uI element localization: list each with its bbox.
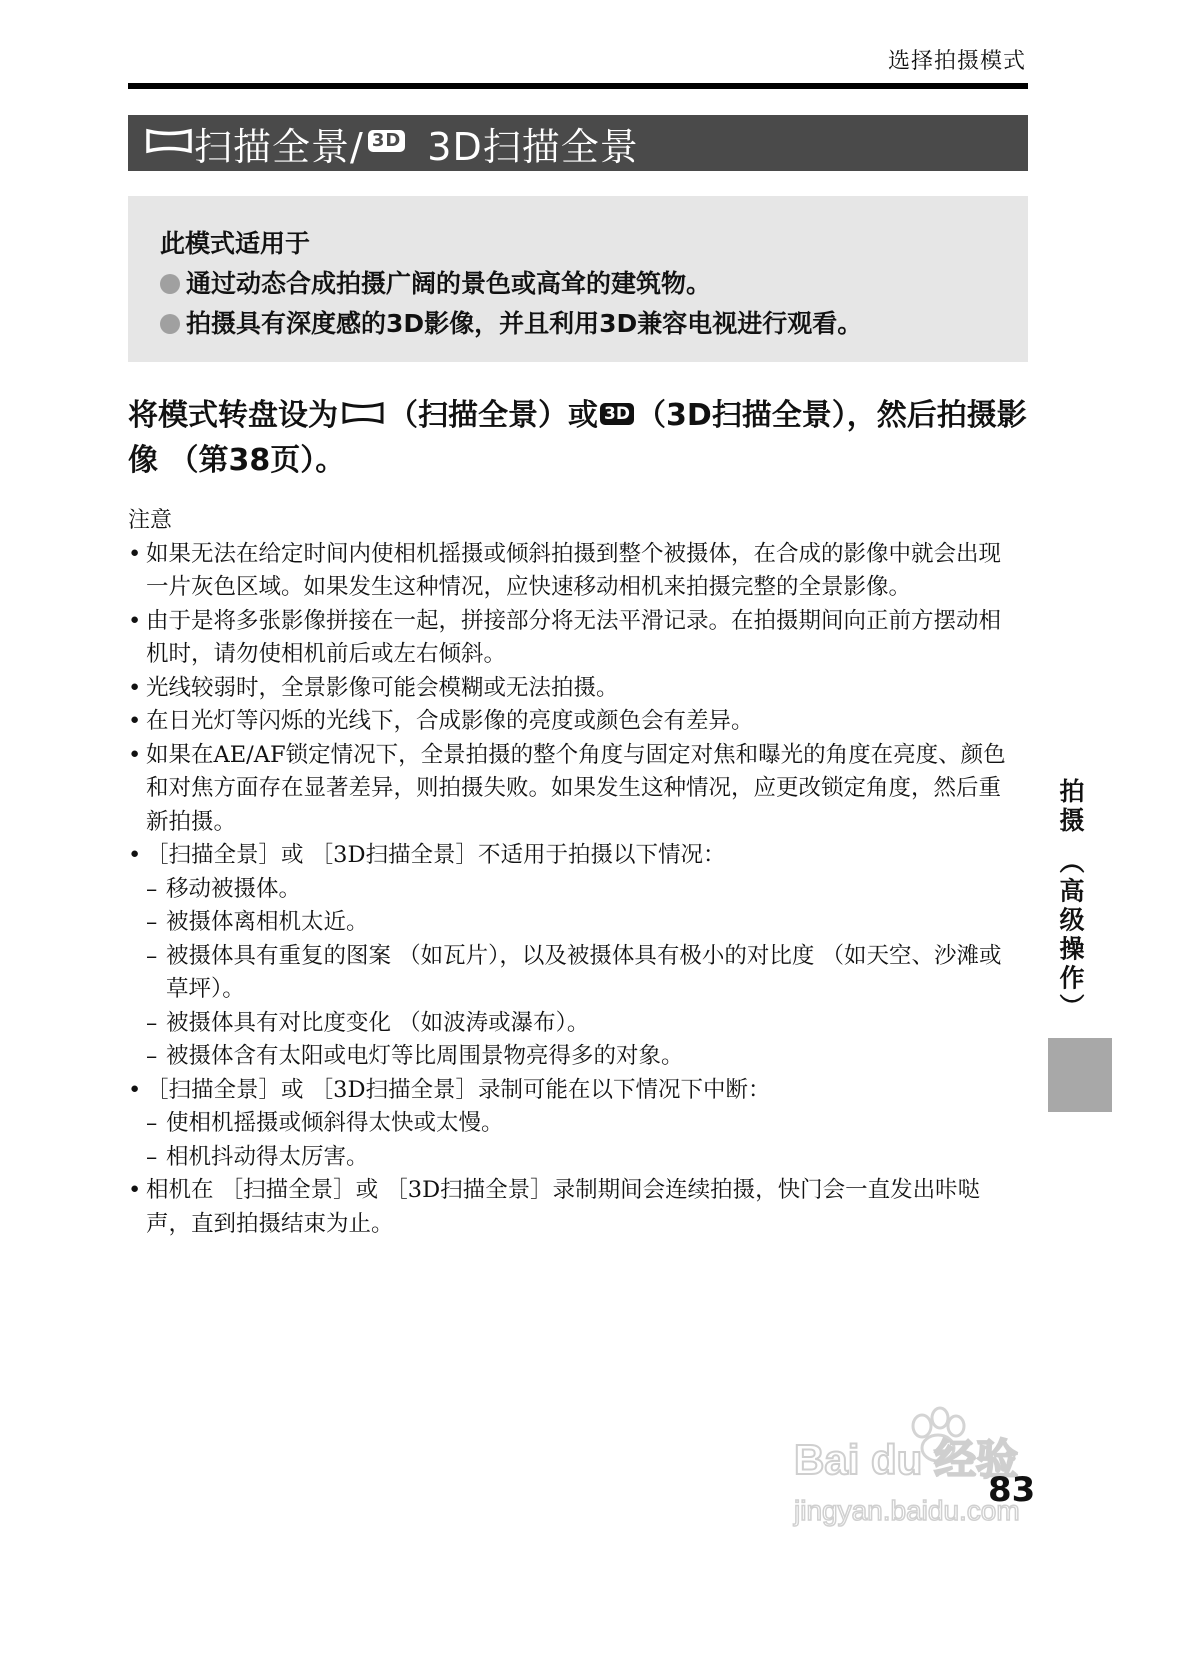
dash-mark: –: [146, 1043, 158, 1069]
dash-mark: –: [146, 942, 158, 969]
note-item: [128, 1074, 1023, 1108]
note-subitem: [128, 940, 1023, 1007]
usage-item: [160, 264, 1028, 304]
note-text: ［扫描全景］或 ［3D扫描全景］录制可能在以下情况下中断：: [146, 1076, 771, 1103]
notes: [128, 504, 1023, 1241]
note-subitem: [128, 1141, 1023, 1175]
note-subitem: [128, 873, 1023, 907]
instruction-text: 将模式转盘设为: [128, 398, 338, 433]
title-bar: [128, 115, 1028, 171]
bullet-mark: •: [128, 1076, 142, 1103]
note-subitem-text: 被摄体具有重复的图案 （如瓦片），以及被摄体具有极小的对比度 （如天空、沙滩或草坪）。: [166, 942, 1002, 1002]
note-item: [128, 739, 1023, 840]
note-subitem-text: 被摄体含有太阳或电灯等比周围景物亮得多的对象。: [166, 1043, 684, 1069]
note-text: 在日光灯等闪烁的光线下，合成影像的亮度或颜色会有差异。: [146, 708, 754, 734]
3d-badge-icon: 3D: [368, 130, 405, 152]
note-subitem-text: 被摄体离相机太近。: [166, 909, 369, 935]
note-item: [128, 839, 1023, 873]
note-subitem-text: 相机抖动得太厉害。: [166, 1143, 369, 1170]
instruction-text: （扫描全景）或: [388, 398, 598, 433]
usage-item-text: 拍摄具有深度感的3D影像，并且利用3D兼容电视进行观看。: [186, 309, 863, 338]
bullet-mark: •: [128, 674, 142, 701]
instruction: [128, 394, 1028, 483]
bullet-dot-icon: [160, 314, 180, 334]
note-text: 光线较弱时，全景影像可能会模糊或无法拍摄。: [146, 674, 619, 701]
dash-mark: –: [146, 1143, 158, 1170]
note-item: [128, 672, 1023, 706]
title-3d-sweep-panorama: 3D扫描全景: [427, 124, 639, 169]
watermark-url: jingyan.baidu.com: [794, 1495, 1020, 1526]
note-text: ［扫描全景］或 ［3D扫描全景］不适用于拍摄以下情况：: [146, 842, 726, 868]
note-item: [128, 538, 1023, 605]
note-item: [128, 705, 1023, 739]
usage-heading: 此模式适用于: [160, 229, 311, 258]
title-sweep-panorama: 扫描全景/: [194, 124, 364, 169]
note-subitem-text: 被摄体具有对比度变化 （如波涛或瀑布）。: [166, 1009, 590, 1036]
side-tab-block: [1048, 1038, 1112, 1112]
instruction-text: （3D扫描全景），然后拍摄影像 （第38页）。: [128, 398, 1027, 478]
bullet-mark: •: [128, 1177, 142, 1203]
bullet-mark: •: [128, 741, 142, 768]
note-subitem: [128, 1107, 1023, 1141]
page-number: 83: [988, 1470, 1036, 1510]
bullet-mark: •: [128, 607, 142, 634]
header-section-title: 选择拍摄模式: [887, 49, 1026, 74]
dash-mark: –: [146, 1009, 158, 1036]
usage-box: [128, 196, 1028, 362]
note-subitem-text: 使相机摇摄或倾斜得太快或太慢。: [166, 1110, 504, 1136]
usage-item: [160, 304, 1028, 344]
watermark: [790, 1400, 1050, 1530]
dash-mark: –: [146, 875, 158, 902]
note-text: 如果在AE/AF锁定情况下，全景拍摄的整个角度与固定对焦和曝光的角度在亮度、颜色和对焦方面存在显著差异，则拍摄失败。如果发生这种情况，应更改锁定角度，然后重新拍摄。: [146, 741, 1006, 835]
bullet-mark: •: [128, 708, 142, 734]
bullet-mark: •: [128, 842, 142, 868]
dash-mark: –: [146, 1110, 158, 1136]
note-item: [128, 605, 1023, 672]
3d-badge-icon: 3D: [600, 403, 634, 425]
sweep-panorama-icon: [144, 121, 194, 165]
notes-heading: 注意: [128, 508, 173, 533]
note-text: 如果无法在给定时间内使相机摇摄或倾斜拍摄到整个被摄体，在合成的影像中就会出现一片灰色区域。如果发生这种情况，应快速移动相机来拍摄完整的全景影像。: [146, 540, 1002, 600]
bullet-dot-icon: [160, 274, 180, 294]
note-subitem-text: 移动被摄体。: [166, 875, 302, 902]
dash-mark: –: [146, 909, 158, 935]
side-tab-label: 拍摄 （高级操作）: [1056, 778, 1085, 1023]
note-text: 由于是将多张影像拼接在一起，拼接部分将无法平滑记录。在拍摄期间向正前方摆动相机时，请勿使相机前后或左右倾斜。: [146, 607, 1002, 667]
note-subitem: [128, 1040, 1023, 1074]
note-subitem: [128, 1007, 1023, 1041]
bullet-mark: •: [128, 540, 142, 567]
note-subitem: [128, 906, 1023, 940]
usage-item-text: 通过动态合成拍摄广阔的景色或高耸的建筑物。: [186, 269, 712, 298]
note-item: [128, 1174, 1023, 1241]
header-rule: [128, 83, 1028, 89]
watermark-brand: Bai du 经验: [794, 1436, 1019, 1483]
sweep-panorama-icon: [340, 395, 386, 439]
note-text: 相机在 ［扫描全景］或 ［3D扫描全景］录制期间会连续拍摄，快门会一直发出咔哒声，直到拍摄结束为止。: [146, 1177, 981, 1237]
